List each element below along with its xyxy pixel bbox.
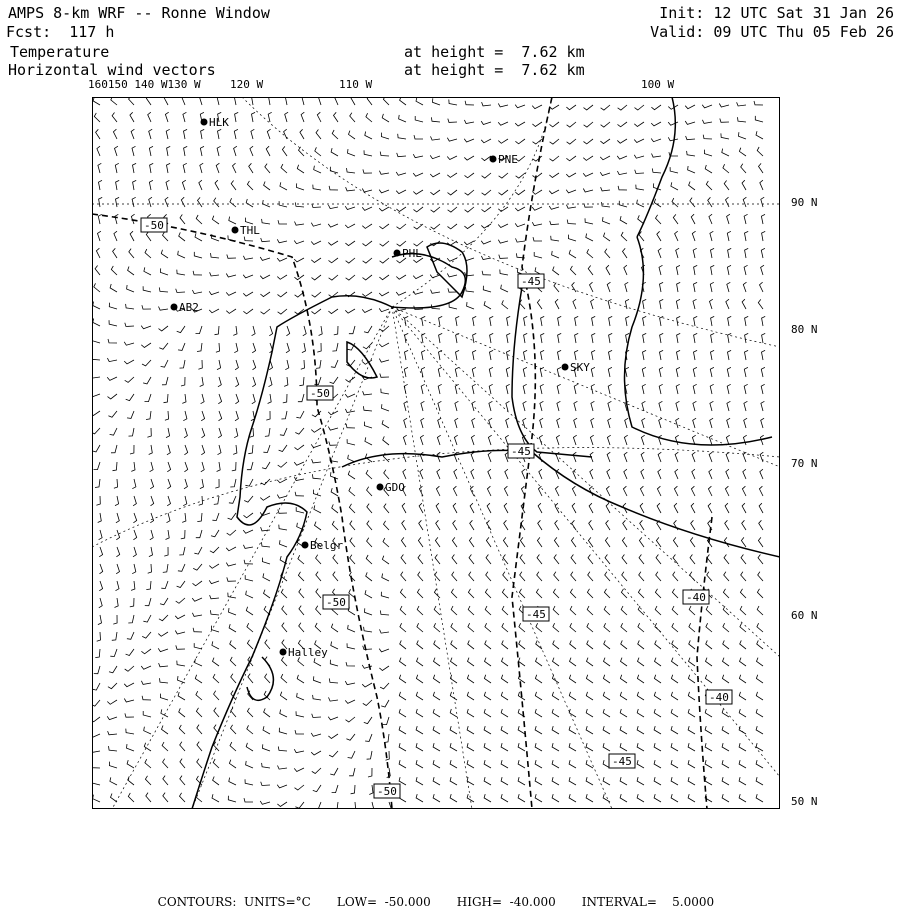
station-dot — [302, 542, 309, 549]
valid-time: Valid: 09 UTC Thu 05 Feb 26 — [650, 23, 894, 41]
station-dot — [232, 227, 239, 234]
lat-label-70n: 70 N — [791, 457, 818, 470]
station-dot — [490, 156, 497, 163]
contour-high: HIGH= -40.000 — [456, 895, 556, 909]
station-label: AB2 — [179, 301, 199, 314]
station-label: HLK — [209, 116, 229, 129]
contour-legend — [150, 881, 740, 909]
contour-label: -40 — [709, 691, 729, 704]
forecast-hour: Fcst: 117 h — [6, 23, 115, 41]
field-wind-vectors: Horizontal wind vectors — [8, 61, 216, 79]
height-wind: at height = 7.62 km — [404, 61, 585, 79]
lon-label-120w: 120 W — [230, 78, 264, 91]
lat-label-80n: 80 N — [791, 323, 818, 336]
lat-label-50n: 50 N — [791, 795, 818, 808]
contour-label: -45 — [521, 275, 541, 288]
station-label: Belgr — [310, 539, 344, 552]
station-dot — [280, 649, 287, 656]
map-panel — [92, 97, 780, 809]
init-time: Init: 12 UTC Sat 31 Jan 26 — [659, 4, 894, 22]
station-label: Halley — [288, 646, 328, 659]
contour-label: -50 — [326, 596, 346, 609]
contour-label: -45 — [511, 445, 531, 458]
lat-label-90n: 90 N — [791, 196, 818, 209]
lat-label-60n: 60 N — [791, 609, 818, 622]
station-dot — [171, 304, 178, 311]
map-title: AMPS 8-km WRF -- Ronne Window — [8, 4, 270, 22]
station-label: THL — [240, 224, 260, 237]
lon-label-110w: 110 W — [339, 78, 373, 91]
contour-interval: INTERVAL= 5.0000 — [581, 895, 715, 909]
contour-label: -50 — [144, 219, 164, 232]
station-label: SKY — [570, 361, 590, 374]
contour-units: CONTOURS: UNITS=°C — [157, 895, 311, 909]
contour-label: -40 — [686, 591, 706, 604]
contour-label: -50 — [377, 785, 397, 798]
contour-label: -45 — [612, 755, 632, 768]
station-label: PHL — [402, 247, 422, 260]
contour-low: LOW= -50.000 — [336, 895, 431, 909]
station-label: PNE — [498, 153, 518, 166]
contour-label: -50 — [310, 387, 330, 400]
map-frame — [93, 98, 780, 809]
station-dot — [394, 250, 401, 257]
field-temperature: Temperature — [10, 43, 110, 61]
contour-label: -45 — [526, 608, 546, 621]
station-dot — [562, 364, 569, 371]
lon-label-100w: 100 W — [641, 78, 675, 91]
station-dot — [377, 484, 384, 491]
station-dot — [201, 119, 208, 126]
height-temperature: at height = 7.62 km — [404, 43, 585, 61]
station-label: GDO — [385, 481, 405, 494]
lon-label-left-cluster: 160150 140 W130 W — [88, 78, 201, 91]
